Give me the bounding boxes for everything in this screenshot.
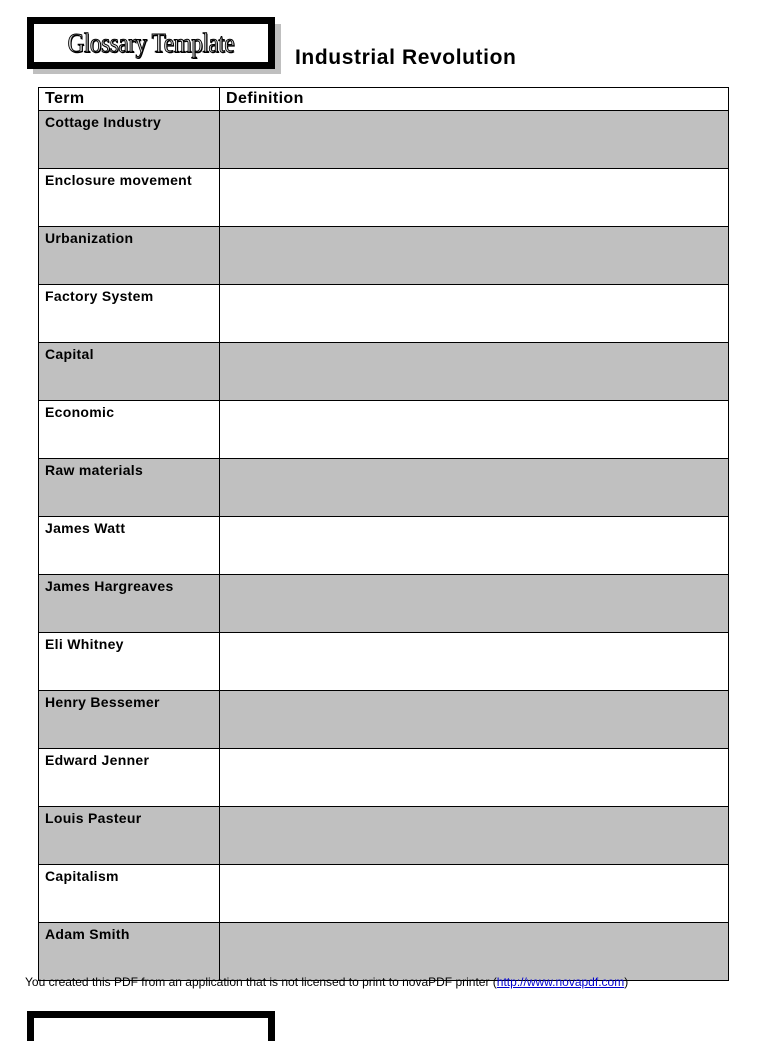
table-row — [39, 111, 729, 169]
term-cell: Louis Pasteur — [39, 807, 220, 865]
term-cell: Henry Bessemer — [39, 691, 220, 749]
term-cell: James Watt — [39, 517, 220, 575]
term-cell: James Hargreaves — [39, 575, 220, 633]
table-row — [39, 923, 729, 981]
novapdf-link[interactable]: http://www.novapdf.com — [496, 975, 625, 989]
term-cell: Enclosure movement — [39, 169, 220, 227]
page-title: Industrial Revolution — [295, 46, 517, 69]
table-header-row — [39, 88, 729, 111]
table-row — [39, 459, 729, 517]
term-cell: Capitalism — [39, 865, 220, 923]
definition-cell[interactable] — [220, 691, 729, 749]
table-row — [39, 807, 729, 865]
definition-cell[interactable] — [220, 749, 729, 807]
definition-cell[interactable] — [220, 517, 729, 575]
column-header-term: Term — [39, 88, 220, 111]
table-row — [39, 169, 729, 227]
definition-cell[interactable] — [220, 459, 729, 517]
footer-note-suffix: ) — [624, 975, 629, 989]
term-cell: Raw materials — [39, 459, 220, 517]
footer-note-prefix: You created this PDF from an application that is not licensed to print to novaPDF printer ( — [25, 975, 497, 989]
table-row — [39, 865, 729, 923]
term-cell: Urbanization — [39, 227, 220, 285]
license-footer-note — [25, 975, 628, 989]
column-header-definition: Definition — [220, 88, 729, 111]
term-cell: Factory System — [39, 285, 220, 343]
next-page-logo-inner — [34, 1018, 268, 1041]
table-row — [39, 401, 729, 459]
definition-cell[interactable] — [220, 865, 729, 923]
table-row — [39, 285, 729, 343]
table-row — [39, 575, 729, 633]
term-cell: Cottage Industry — [39, 111, 220, 169]
term-cell: Economic — [39, 401, 220, 459]
definition-cell[interactable] — [220, 343, 729, 401]
table-row — [39, 517, 729, 575]
definition-cell[interactable] — [220, 923, 729, 981]
definition-cell[interactable] — [220, 169, 729, 227]
definition-cell[interactable] — [220, 575, 729, 633]
term-cell: Eli Whitney — [39, 633, 220, 691]
next-page-logo-box — [27, 1011, 275, 1041]
definition-cell[interactable] — [220, 111, 729, 169]
glossary-table-body — [39, 111, 729, 981]
glossary-table — [38, 87, 729, 981]
term-cell: Adam Smith — [39, 923, 220, 981]
definition-cell[interactable] — [220, 633, 729, 691]
table-row — [39, 633, 729, 691]
table-row — [39, 691, 729, 749]
definition-cell[interactable] — [220, 401, 729, 459]
definition-cell[interactable] — [220, 807, 729, 865]
term-cell: Capital — [39, 343, 220, 401]
table-row — [39, 343, 729, 401]
logo-text: Glossary Template — [67, 27, 235, 58]
definition-cell[interactable] — [220, 285, 729, 343]
term-cell: Edward Jenner — [39, 749, 220, 807]
glossary-template-logo — [27, 17, 275, 69]
table-row — [39, 227, 729, 285]
table-row — [39, 749, 729, 807]
definition-cell[interactable] — [220, 227, 729, 285]
logo-inner-panel — [34, 24, 268, 62]
